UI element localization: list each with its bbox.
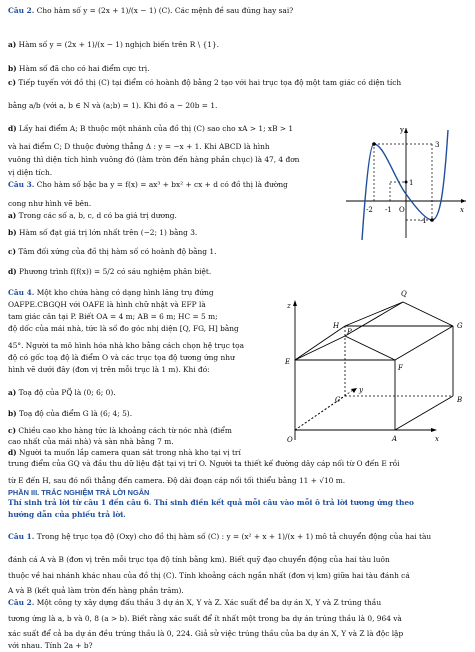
text-line — [8, 586, 184, 595]
text-line — [8, 459, 400, 468]
point-max — [372, 142, 376, 146]
text-span: d) — [8, 124, 17, 133]
text-span: OAFPE.CBGQH với OAFE là hình chữ nhật và EFP là — [8, 300, 206, 309]
y-axis-arrow-icon — [404, 128, 408, 133]
text-span: vị diện tích. — [8, 168, 53, 177]
text-span: trung điểm của GQ và đầu thu dữ liệu đặt tại vị trí O. Người ta thiết kế đường dây cáp nối từ O đến E rồi — [8, 459, 400, 468]
label-O: O — [287, 436, 293, 444]
text-line — [8, 312, 218, 321]
text-span: xác suất để cả ba dự án đều trúng thầu là 0, 224. Giả sử việc trúng thầu của ba dự án X, Y và Z là độc lập — [8, 629, 404, 638]
graph-x-label: x — [460, 206, 464, 214]
text-span: Toạ độ của điểm G là (6; 4; 5). — [16, 409, 133, 418]
graph-label-neg1-y: -1 — [420, 217, 427, 225]
text-line — [8, 228, 197, 237]
cubic-graph — [330, 122, 470, 242]
text-span: hình vẽ dưới đây (đơn vị trên mỗi trục là 1 m). Khi đó: — [8, 365, 210, 374]
text-line — [8, 437, 174, 446]
text-span: Người ta muốn lắp camera quan sát trong nhà kho tại vị trí — [16, 448, 241, 457]
text-span: a) — [8, 211, 17, 220]
text-line — [8, 448, 241, 457]
text-line — [8, 409, 132, 418]
text-span: Câu 2. — [8, 598, 35, 607]
text-line — [8, 571, 410, 580]
text-line — [8, 6, 293, 15]
text-span: Lấy hai điểm A; B thuộc một nhánh của đồ thị (C) sao cho xA > 1; xB > 1 — [16, 124, 294, 133]
text-line — [8, 300, 206, 309]
text-line — [8, 78, 401, 87]
text-line — [8, 498, 414, 507]
text-span: đánh cá A và B (đơn vị trên mỗi trục tọa độ tính bằng km). Biết quỹ đạo chuyển động của hai tàu luôn — [8, 555, 390, 564]
edge-HQ — [345, 302, 403, 326]
text-span: Cho hàm số bậc ba y = f(x) = ax³ + bx² + cx + d có đồ thị là đường — [34, 180, 288, 189]
text-span: A và B (kết quả làm tròn đến hàng phần trăm). — [8, 586, 184, 595]
edge-EH — [295, 326, 345, 360]
text-line — [8, 142, 270, 151]
text-span: với nhau. Tính 2a + b? — [8, 641, 93, 650]
text-span: vuông thì diện tích hình vuông đó (làm tròn đến hàng phần chục) là 47, 4 đơn — [8, 155, 300, 164]
label-A: A — [392, 435, 398, 443]
text-span: Câu 3. — [8, 180, 35, 189]
text-line — [8, 267, 211, 276]
text-span: Tiếp tuyến với đồ thị (C) tại điểm có hoành độ bằng 2 tạo với hai trục tọa độ một tam giác có diện tích — [16, 78, 402, 87]
edge-GQ — [403, 302, 453, 326]
text-span: bằng a/b (với a, b ∈ N và (a;b) = 1). Khi đó a − 20b = 1. — [8, 101, 218, 110]
text-line — [8, 510, 126, 519]
text-span: độ có gốc toạ độ là điểm O và các trục tọa độ tương ứng như — [8, 353, 235, 362]
edge-PQ — [345, 302, 403, 336]
warehouse-3d-figure — [275, 280, 473, 450]
text-span: Hàm số đã cho có hai điểm cực trị. — [16, 64, 150, 73]
text-span: PHẦN III. TRẮC NGHIỆM TRẢ LỜI NGẮN — [8, 488, 150, 497]
edge-EP — [295, 336, 345, 360]
text-span: Một công ty xây dựng đấu thầu 3 dự án X, Y và Z. Xác suất để ba dự án X, Y và Z trúng thầu — [34, 598, 382, 607]
label-P: P — [347, 328, 352, 336]
text-line — [8, 199, 91, 208]
text-line — [8, 641, 93, 650]
text-line — [8, 341, 244, 350]
text-span: Trong các số a, b, c, d có ba giá trị dương. — [16, 211, 177, 220]
text-span: tam giác cân tại P. Biết OA = 4 m; AB = 6 m; HC = 5 m; — [8, 312, 218, 321]
text-span: c) — [8, 78, 16, 87]
graph-y-label: y — [400, 126, 404, 134]
edge-AB — [395, 396, 453, 430]
text-span: Tâm đối xứng của đồ thị hàm số có hoành độ bằng 1. — [16, 247, 217, 256]
z-axis-arrow-icon — [293, 300, 297, 306]
text-line — [8, 124, 293, 133]
text-span: Câu 2. — [8, 6, 35, 15]
text-line — [8, 180, 288, 189]
text-span: Chiều cao kho hàng tức là khoảng cách từ nóc nhà (điểm — [16, 426, 232, 435]
text-line — [8, 388, 116, 397]
edge-FP — [345, 336, 395, 360]
text-span: độ dốc của mái nhà, tức là số đo góc nhị diện [Q, FG, H] bằng — [8, 324, 239, 333]
text-span: từ E đến H, sau đó nối thẳng đến camera. Độ dài đoạn cáp nối tối thiểu bằng 11 + √10 m. — [8, 476, 346, 485]
graph-label-3: 3 — [435, 141, 440, 149]
text-span: a) — [8, 40, 17, 49]
text-line — [8, 324, 239, 333]
text-line — [8, 532, 431, 541]
text-line — [8, 353, 235, 362]
text-span: Thí sinh trả lời từ câu 1 đến câu 6. Thí sinh điền kết quả mỗi câu vào mỗi ô trả lời tương ứng theo — [8, 498, 414, 507]
label-y: y — [359, 386, 363, 394]
x-axis-3d-arrow-icon — [431, 428, 437, 432]
point-y1 — [405, 181, 408, 184]
text-line — [8, 476, 345, 485]
label-E: E — [285, 358, 291, 366]
label-B: B — [457, 396, 463, 404]
text-line — [8, 64, 150, 73]
text-span: Phương trình f(f(x)) = 5/2 có sáu nghiệm phân biệt. — [16, 267, 212, 276]
label-H: H — [333, 322, 340, 330]
text-span: d) — [8, 267, 17, 276]
label-F: F — [398, 364, 403, 372]
label-Q: Q — [401, 290, 407, 298]
text-span: Cho hàm số y = (2x + 1)/(x − 1) (C). Các mệnh đề sau đúng hay sai? — [34, 6, 294, 15]
text-line — [8, 555, 390, 564]
label-C: C — [335, 396, 341, 404]
label-z: z — [287, 302, 291, 310]
text-line — [8, 155, 299, 164]
text-span: thuộc về hai nhánh khác nhau của đồ thị (C). Tính khoảng cách ngắn nhất (đơn vị km) giữa hai tàu đánh cá — [8, 571, 410, 580]
text-span: b) — [8, 228, 17, 237]
text-span: cao nhất của mái nhà) và sàn nhà bằng 7 m. — [8, 437, 174, 446]
text-line — [8, 168, 52, 177]
text-line — [8, 101, 217, 110]
text-span: Hàm số y = (2x + 1)/(x − 1) nghịch biến trên R \ {1}. — [16, 40, 219, 49]
text-span: tương ứng là a, b và 0, 8 (a > b). Biết rằng xác suất để ít nhất một trong ba dự án trúng thầu là 0, 964 và — [8, 614, 402, 623]
text-span: c) — [8, 247, 16, 256]
text-line — [8, 488, 149, 497]
text-span: Trong hệ trục tọa độ (Oxy) cho đồ thị hàm số (C) : y = (x² + x + 1)/(x + 1) mô tả chuyển động của hai tàu — [34, 532, 432, 541]
text-line — [8, 288, 214, 297]
text-span: a) — [8, 388, 17, 397]
text-line — [8, 365, 210, 374]
text-line — [8, 247, 216, 256]
label-x: x — [435, 435, 439, 443]
text-span: hướng dẫn của phiếu trả lời. — [8, 510, 126, 519]
text-span: cong như hình vẽ bên. — [8, 199, 92, 208]
text-span: Câu 1. — [8, 532, 35, 541]
text-line — [8, 211, 177, 220]
text-line — [8, 629, 403, 638]
point-min — [430, 218, 434, 222]
graph-label-neg2: -2 — [366, 206, 373, 214]
text-line — [8, 40, 219, 49]
text-span: Một kho chứa hàng có dạng hình lăng trụ đứng — [34, 288, 214, 297]
text-span: Toạ độ của PQ⃗ là (0; 6; 0). — [16, 388, 116, 397]
x-axis-arrow-icon — [461, 199, 466, 203]
text-span: b) — [8, 64, 17, 73]
edge-FG — [395, 326, 453, 360]
graph-label-neg1: -1 — [385, 206, 392, 214]
text-line — [8, 614, 402, 623]
text-span: d) — [8, 448, 17, 457]
graph-label-1: 1 — [409, 179, 414, 187]
text-span: c) — [8, 426, 16, 435]
y-axis-3d — [295, 390, 353, 430]
text-span: Hàm số đạt giá trị lớn nhất trên (−2; 1) bằng 3. — [16, 228, 198, 237]
label-G: G — [457, 322, 463, 330]
text-line — [8, 426, 232, 435]
text-span: b) — [8, 409, 17, 418]
text-span: Câu 4. — [8, 288, 35, 297]
graph-origin-label: O — [399, 206, 405, 214]
text-line — [8, 598, 381, 607]
text-span: 45°. Người ta mô hình hóa nhà kho bằng cách chọn hệ trục tọa — [8, 341, 245, 350]
text-span: và hai điểm C; D thuộc đường thẳng Δ : y = −x + 1. Khi ABCD là hình — [8, 142, 270, 151]
